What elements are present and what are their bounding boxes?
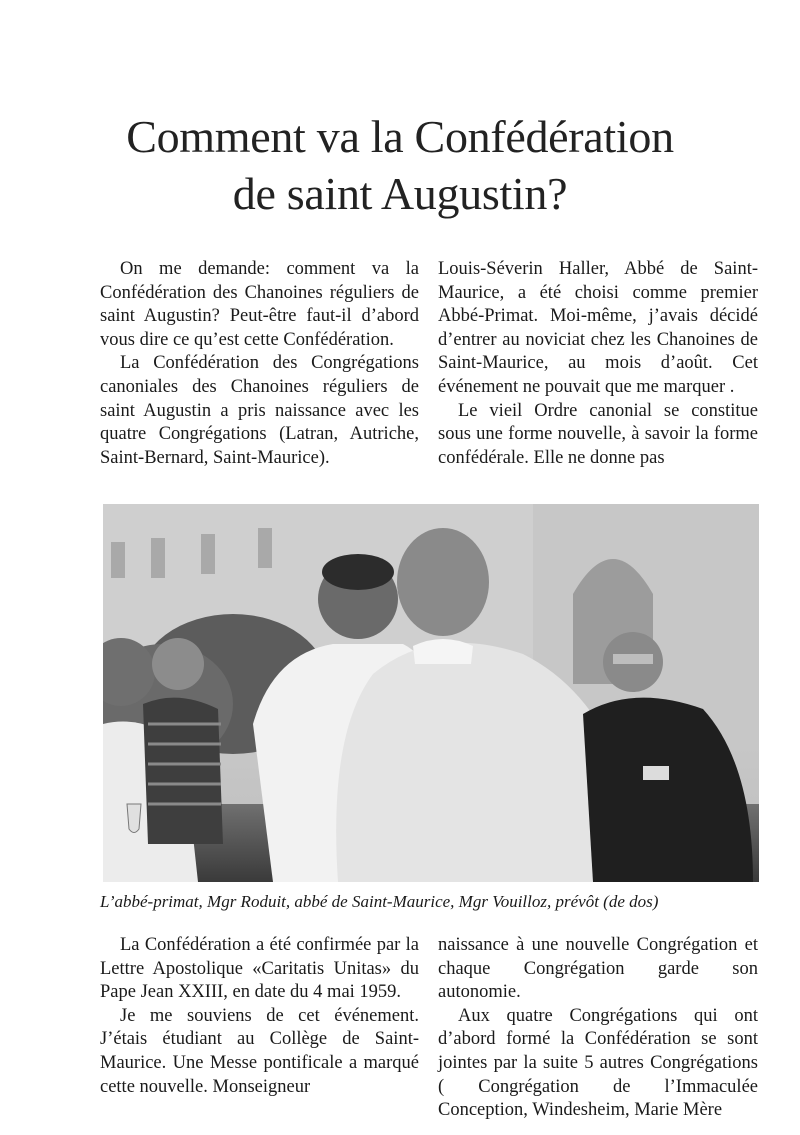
top-left-column	[100, 258, 419, 470]
paragraph: Le vieil Ordre canonial se constitue sous une forme nouvelle, à savoir la forme confédérale. Elle ne donne pas	[438, 400, 758, 468]
photo-illustration	[103, 504, 759, 882]
paragraph: Louis-Séverin Haller, Abbé de Saint-Maurice, a été choisi comme premier Abbé-Primat. Moi-même, j’avais décidé d’entrer au noviciat chez les Chanoines de Saint-Maurice, au mois d’août. Cet événement ne pouvait que me marquer .	[438, 259, 758, 397]
bottom-right-column	[438, 934, 758, 1123]
top-right-column	[438, 258, 758, 470]
paragraph: La Confédération a été confirmée par la Lettre Apostolique «Caritatis Unitas» du Pape Jean XXIII, en date du 4 mai 1959.	[100, 935, 419, 1003]
group-photo	[103, 504, 759, 882]
article-title	[60, 108, 740, 222]
title-line-1: Comment va la Confédération	[126, 111, 674, 162]
paragraph: Aux quatre Congrégations qui ont d’abord formé la Confédération se sont jointes par la suite 5 autres Congrégations ( Congrégation de l’Immaculée Conception, Windesheim, Marie Mère	[438, 1005, 758, 1121]
paragraph: On me demande: comment va la Confédération des Chanoines réguliers de saint Augustin? Peut-être faut-il d’abord vous dire ce qu’est cette Confédération.	[100, 259, 419, 350]
paragraph: naissance à une nouvelle Congrégation et chaque Congrégation garde son autonomie.	[438, 935, 758, 1003]
paragraph: La Confédération des Congrégations canoniales des Chanoines réguliers de saint Augustin a pris naissance avec les quatre Congrégations (Latran, Autriche, Saint-Bernard, Saint-Maurice).	[100, 353, 419, 468]
paragraph: Je me souviens de cet événement. J’étais étudiant au Collège de Saint-Maurice. Une Messe pontificale a marqué cette nouvelle. Monseigneur	[100, 1005, 419, 1097]
bottom-left-column	[100, 934, 419, 1099]
title-line-2: de saint Augustin?	[232, 168, 568, 219]
photo-caption: L’abbé-primat, Mgr Roduit, abbé de Saint-Maurice, Mgr Vouilloz, prévôt (de dos)	[100, 892, 659, 911]
